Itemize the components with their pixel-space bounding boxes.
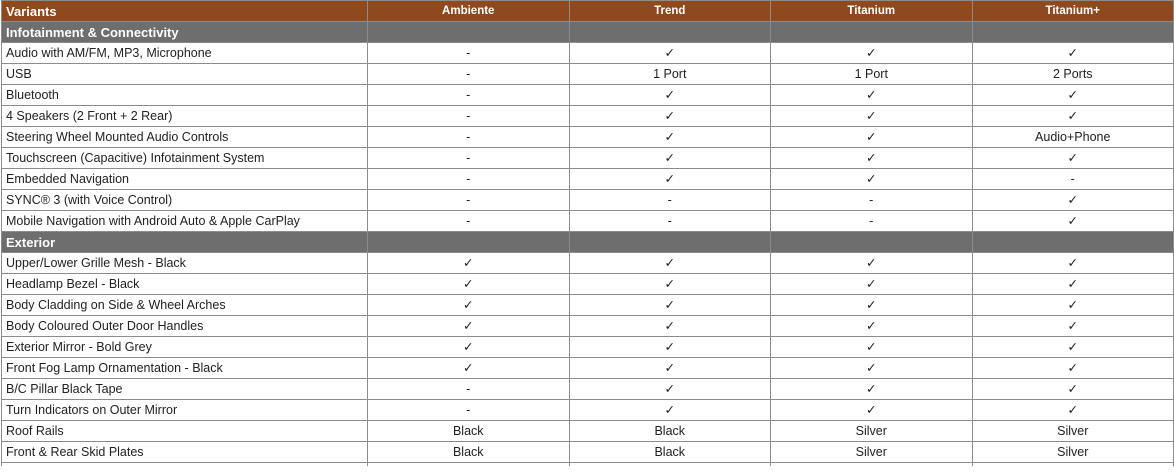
value-cell-titanium-plus: ✓ bbox=[972, 337, 1174, 358]
value-cell-titanium: - bbox=[771, 211, 973, 232]
value-cell-trend: ✓ bbox=[569, 169, 771, 190]
cutoff-cell bbox=[368, 463, 570, 467]
value-cell-ambiente: - bbox=[368, 106, 570, 127]
feature-name: B/C Pillar Black Tape bbox=[2, 379, 368, 400]
table-row bbox=[2, 337, 1174, 358]
section-title: Exterior bbox=[2, 232, 368, 253]
value-cell-titanium: ✓ bbox=[771, 358, 973, 379]
variant-header-titanium-plus: Titanium+ bbox=[972, 1, 1174, 22]
table-row bbox=[2, 421, 1174, 442]
value-cell-titanium: ✓ bbox=[771, 379, 973, 400]
value-cell-titanium: ✓ bbox=[771, 43, 973, 64]
value-cell-titanium-plus: 2 Ports bbox=[972, 64, 1174, 85]
feature-name: Turn Indicators on Outer Mirror bbox=[2, 400, 368, 421]
feature-name: Front & Rear Skid Plates bbox=[2, 442, 368, 463]
value-cell-ambiente: - bbox=[368, 85, 570, 106]
value-cell-ambiente: - bbox=[368, 127, 570, 148]
section-header-cell bbox=[972, 22, 1174, 43]
header-row bbox=[2, 1, 1174, 22]
table-row bbox=[2, 190, 1174, 211]
value-cell-titanium-plus: ✓ bbox=[972, 43, 1174, 64]
section-header-cell bbox=[972, 232, 1174, 253]
value-cell-titanium-plus: Audio+Phone bbox=[972, 127, 1174, 148]
value-cell-titanium: ✓ bbox=[771, 106, 973, 127]
table-row bbox=[2, 127, 1174, 148]
value-cell-ambiente: - bbox=[368, 379, 570, 400]
value-cell-trend: ✓ bbox=[569, 358, 771, 379]
feature-name: Steering Wheel Mounted Audio Controls bbox=[2, 127, 368, 148]
value-cell-ambiente: - bbox=[368, 400, 570, 421]
table-row bbox=[2, 64, 1174, 85]
value-cell-trend: ✓ bbox=[569, 253, 771, 274]
section-header-cell bbox=[569, 22, 771, 43]
feature-name: Front Fog Lamp Ornamentation - Black bbox=[2, 358, 368, 379]
value-cell-trend: Black bbox=[569, 421, 771, 442]
value-cell-trend: ✓ bbox=[569, 148, 771, 169]
table-row bbox=[2, 400, 1174, 421]
value-cell-ambiente: ✓ bbox=[368, 316, 570, 337]
value-cell-titanium-plus: ✓ bbox=[972, 316, 1174, 337]
value-cell-titanium: ✓ bbox=[771, 337, 973, 358]
value-cell-titanium: ✓ bbox=[771, 400, 973, 421]
feature-name: Body Cladding on Side & Wheel Arches bbox=[2, 295, 368, 316]
table-row bbox=[2, 148, 1174, 169]
value-cell-ambiente: Black bbox=[368, 421, 570, 442]
value-cell-trend: ✓ bbox=[569, 337, 771, 358]
value-cell-titanium-plus: ✓ bbox=[972, 211, 1174, 232]
section-header-cell bbox=[368, 232, 570, 253]
feature-name: Bluetooth bbox=[2, 85, 368, 106]
value-cell-trend: Black bbox=[569, 442, 771, 463]
feature-name: Touchscreen (Capacitive) Infotainment System bbox=[2, 148, 368, 169]
value-cell-trend: ✓ bbox=[569, 127, 771, 148]
feature-name: 4 Speakers (2 Front + 2 Rear) bbox=[2, 106, 368, 127]
value-cell-titanium-plus: ✓ bbox=[972, 400, 1174, 421]
cutoff-cell bbox=[569, 463, 771, 467]
value-cell-ambiente: Black bbox=[368, 442, 570, 463]
value-cell-ambiente: - bbox=[368, 211, 570, 232]
table-row bbox=[2, 358, 1174, 379]
table-row bbox=[2, 211, 1174, 232]
feature-name: Headlamp Bezel - Black bbox=[2, 274, 368, 295]
value-cell-titanium-plus: ✓ bbox=[972, 253, 1174, 274]
value-cell-ambiente: ✓ bbox=[368, 295, 570, 316]
feature-name: Exterior Mirror - Bold Grey bbox=[2, 337, 368, 358]
section-header-cell bbox=[368, 22, 570, 43]
section-title: Infotainment & Connectivity bbox=[2, 22, 368, 43]
feature-name: Upper/Lower Grille Mesh - Black bbox=[2, 253, 368, 274]
section-header-cell bbox=[771, 22, 973, 43]
value-cell-titanium: - bbox=[771, 190, 973, 211]
table-row bbox=[2, 43, 1174, 64]
variant-comparison-table bbox=[1, 0, 1174, 466]
feature-name: SYNC® 3 (with Voice Control) bbox=[2, 190, 368, 211]
section-header-cell bbox=[569, 232, 771, 253]
value-cell-titanium-plus: ✓ bbox=[972, 106, 1174, 127]
table-row bbox=[2, 106, 1174, 127]
table-row bbox=[2, 169, 1174, 190]
value-cell-trend: ✓ bbox=[569, 400, 771, 421]
value-cell-titanium: ✓ bbox=[771, 127, 973, 148]
table-row bbox=[2, 253, 1174, 274]
table-row bbox=[2, 85, 1174, 106]
feature-name: Roof Rails bbox=[2, 421, 368, 442]
value-cell-titanium-plus: - bbox=[972, 169, 1174, 190]
value-cell-titanium: ✓ bbox=[771, 274, 973, 295]
table-header bbox=[2, 1, 1174, 22]
cutoff-cell bbox=[2, 463, 368, 467]
value-cell-trend: ✓ bbox=[569, 85, 771, 106]
section-header-row bbox=[2, 232, 1174, 253]
variants-header: Variants bbox=[2, 1, 368, 22]
value-cell-trend: - bbox=[569, 190, 771, 211]
value-cell-trend: ✓ bbox=[569, 106, 771, 127]
table-row bbox=[2, 295, 1174, 316]
value-cell-ambiente: ✓ bbox=[368, 253, 570, 274]
value-cell-ambiente: ✓ bbox=[368, 337, 570, 358]
value-cell-trend: ✓ bbox=[569, 43, 771, 64]
value-cell-trend: ✓ bbox=[569, 274, 771, 295]
value-cell-titanium-plus: ✓ bbox=[972, 190, 1174, 211]
value-cell-ambiente: - bbox=[368, 43, 570, 64]
value-cell-ambiente: ✓ bbox=[368, 274, 570, 295]
value-cell-titanium-plus: ✓ bbox=[972, 379, 1174, 400]
variant-header-trend: Trend bbox=[569, 1, 771, 22]
value-cell-trend: ✓ bbox=[569, 295, 771, 316]
value-cell-titanium-plus: ✓ bbox=[972, 85, 1174, 106]
value-cell-titanium: Silver bbox=[771, 442, 973, 463]
value-cell-trend: ✓ bbox=[569, 316, 771, 337]
value-cell-ambiente: ✓ bbox=[368, 358, 570, 379]
value-cell-ambiente: - bbox=[368, 190, 570, 211]
value-cell-ambiente: - bbox=[368, 64, 570, 85]
table-row bbox=[2, 379, 1174, 400]
value-cell-titanium: ✓ bbox=[771, 316, 973, 337]
value-cell-titanium-plus: ✓ bbox=[972, 295, 1174, 316]
cutoff-cell bbox=[972, 463, 1174, 467]
value-cell-trend: ✓ bbox=[569, 379, 771, 400]
table-row bbox=[2, 274, 1174, 295]
feature-name: Embedded Navigation bbox=[2, 169, 368, 190]
value-cell-titanium: ✓ bbox=[771, 295, 973, 316]
variant-header-ambiente: Ambiente bbox=[368, 1, 570, 22]
feature-name: Mobile Navigation with Android Auto & Apple CarPlay bbox=[2, 211, 368, 232]
value-cell-titanium: ✓ bbox=[771, 85, 973, 106]
variant-header-titanium: Titanium bbox=[771, 1, 973, 22]
table-row-cutoff bbox=[2, 463, 1174, 467]
section-header-cell bbox=[771, 232, 973, 253]
value-cell-titanium: ✓ bbox=[771, 169, 973, 190]
table-row bbox=[2, 316, 1174, 337]
value-cell-trend: - bbox=[569, 211, 771, 232]
section-header-row bbox=[2, 22, 1174, 43]
value-cell-ambiente: - bbox=[368, 148, 570, 169]
value-cell-titanium-plus: ✓ bbox=[972, 358, 1174, 379]
table-row bbox=[2, 442, 1174, 463]
feature-name: Body Coloured Outer Door Handles bbox=[2, 316, 368, 337]
table-body bbox=[2, 22, 1174, 467]
value-cell-titanium-plus: ✓ bbox=[972, 148, 1174, 169]
value-cell-ambiente: - bbox=[368, 169, 570, 190]
value-cell-titanium-plus: Silver bbox=[972, 421, 1174, 442]
value-cell-titanium-plus: Silver bbox=[972, 442, 1174, 463]
value-cell-titanium: Silver bbox=[771, 421, 973, 442]
value-cell-titanium-plus: ✓ bbox=[972, 274, 1174, 295]
value-cell-trend: 1 Port bbox=[569, 64, 771, 85]
value-cell-titanium: 1 Port bbox=[771, 64, 973, 85]
feature-name: Audio with AM/FM, MP3, Microphone bbox=[2, 43, 368, 64]
cutoff-cell bbox=[771, 463, 973, 467]
value-cell-titanium: ✓ bbox=[771, 253, 973, 274]
value-cell-titanium: ✓ bbox=[771, 148, 973, 169]
feature-name: USB bbox=[2, 64, 368, 85]
